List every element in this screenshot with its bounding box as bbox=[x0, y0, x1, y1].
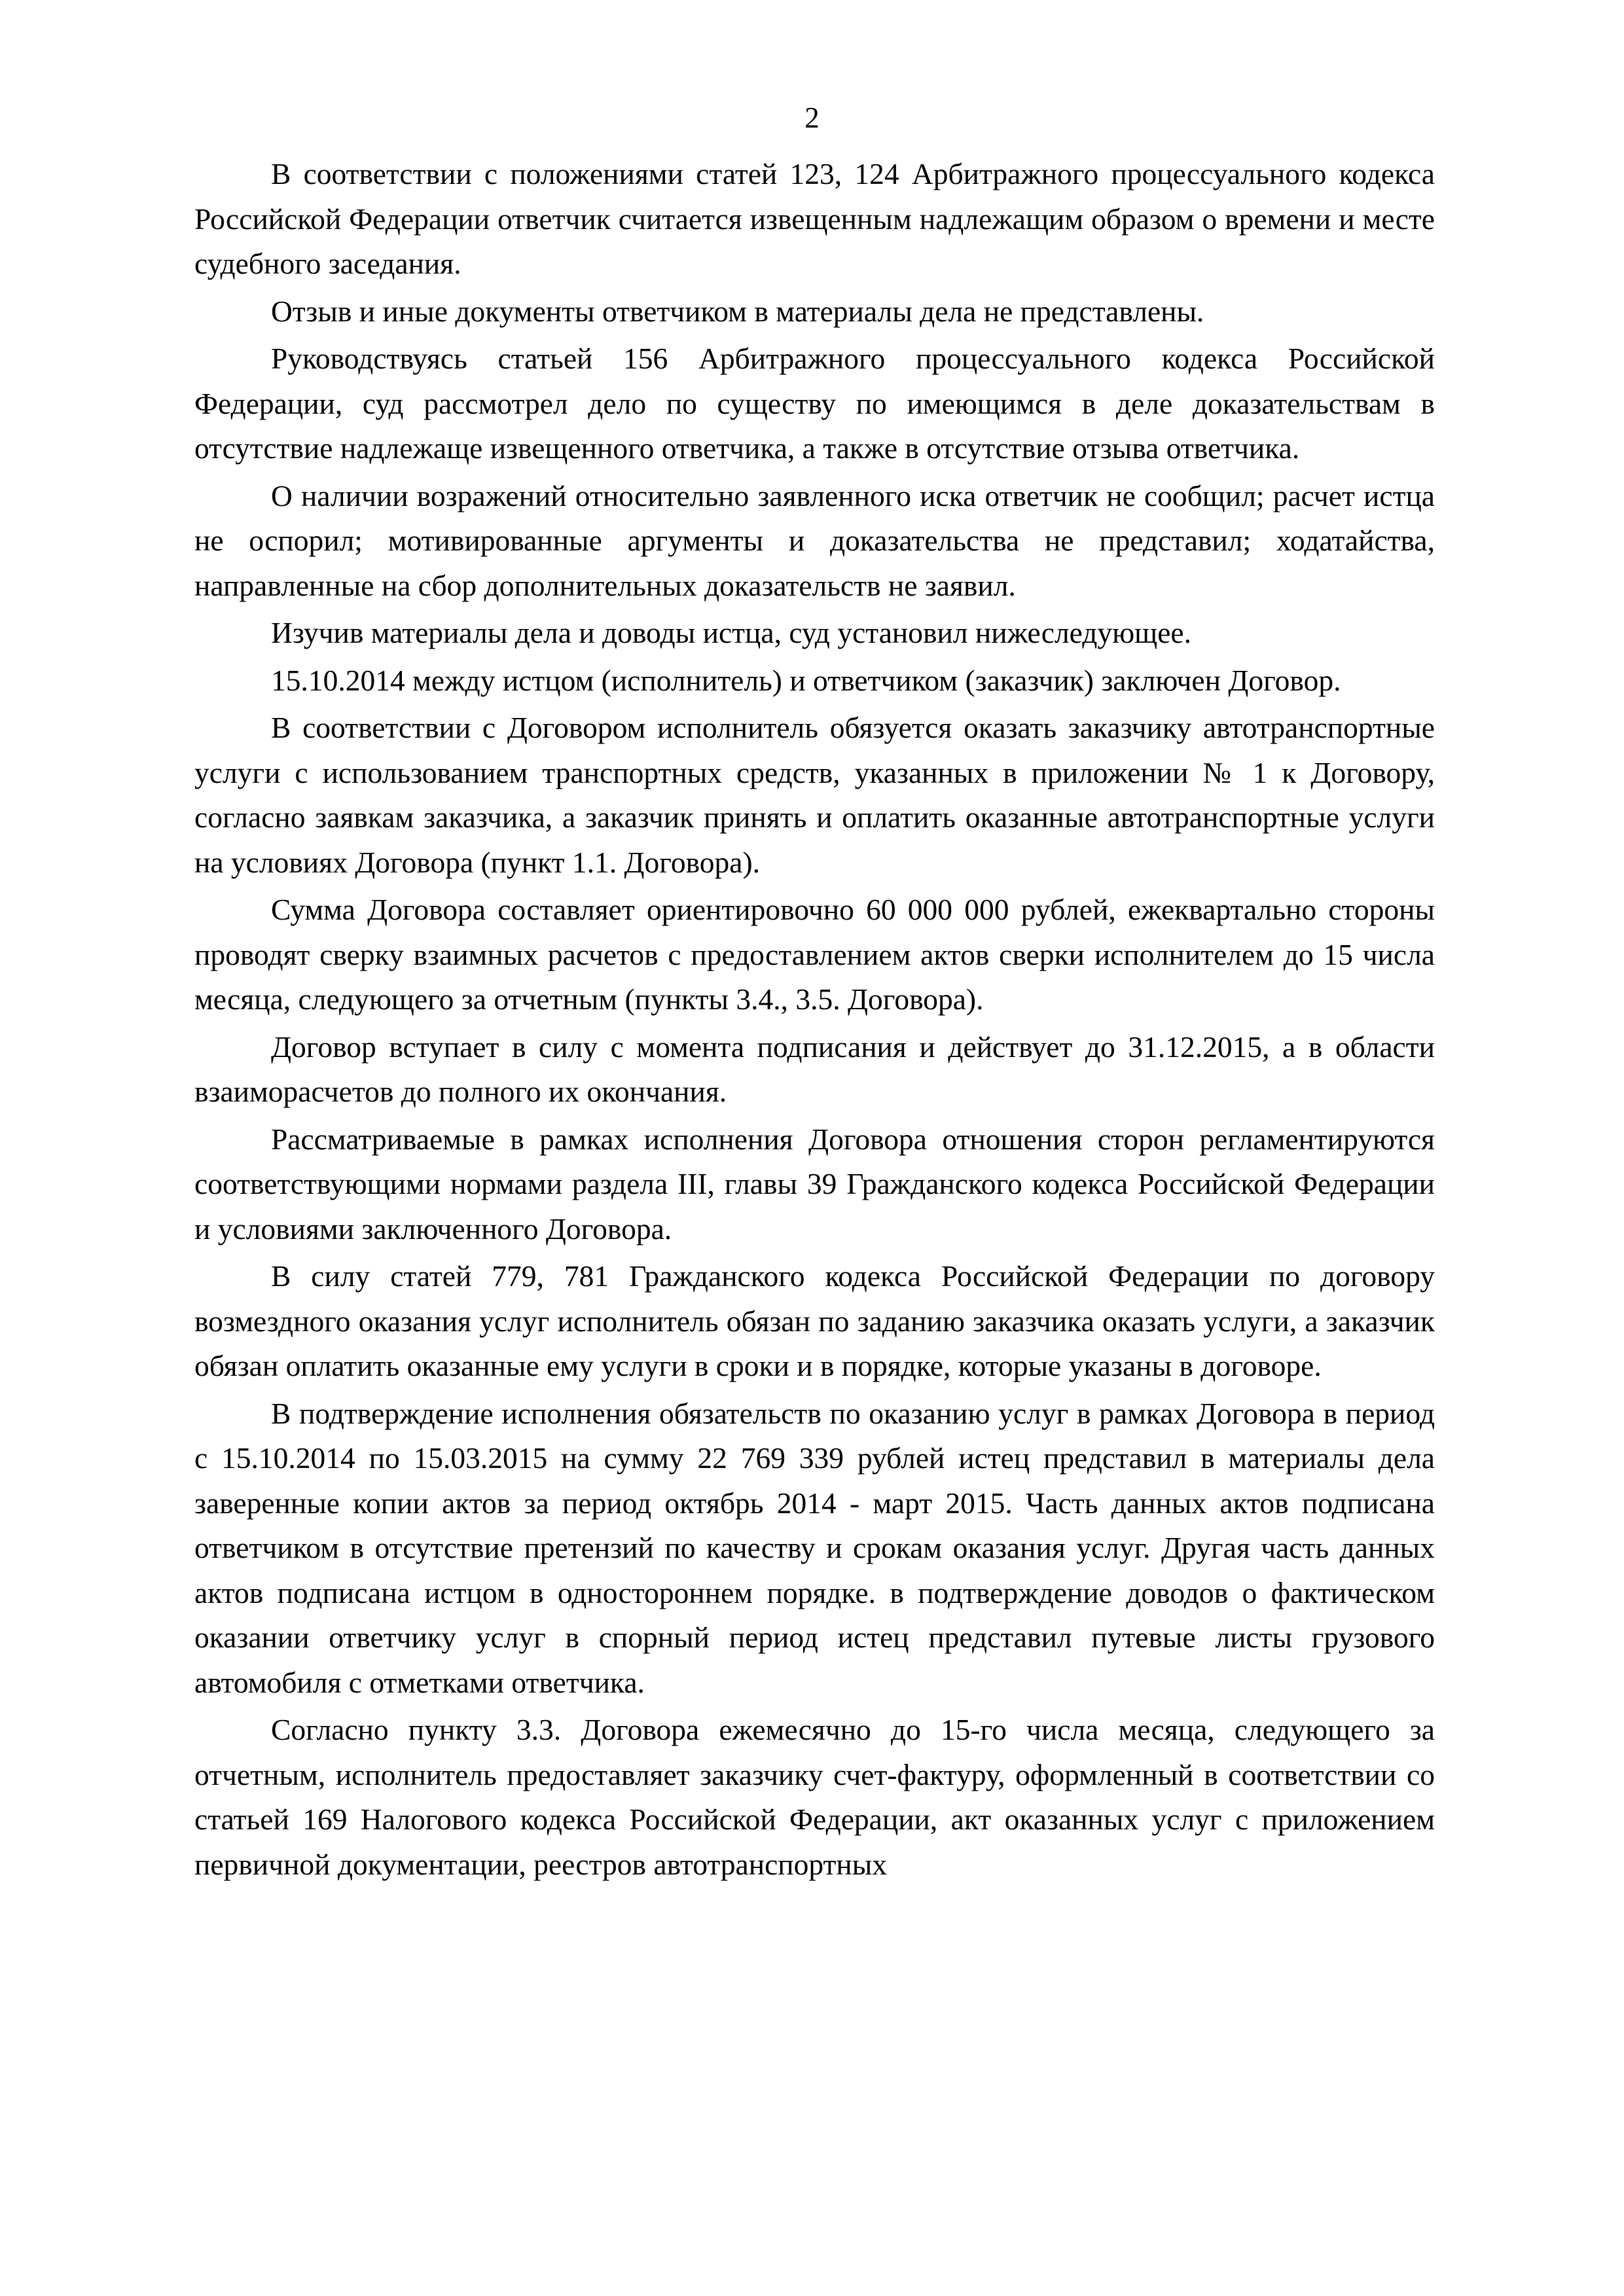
paragraph-clause-3-3: Согласно пункту 3.3. Договора ежемесячно до 15-го числа месяца, следующего за отчетным, исполнитель предоставляет заказчику счет-фактуру, оформленный в соответствии со статьей 169 Налогового кодекса Российской Федерации, акт оказанных услуг с приложением первичной документации, реестров автотранспортных bbox=[194, 1713, 1435, 1881]
paragraph-performance-evidence: В подтверждение исполнения обязательств по оказанию услуг в рамках Договора в период с 15.10.2014 по 15.03.2015 на сумму 22 769 339 рублей истец представил в материалы дела заверенные копии актов за период октябрь 2014 - март 2015. Часть данных актов подписана ответчиком в отсутствие претензий по качеству и срокам оказания услуг. Другая часть данных актов подписана истцом в одностороннем порядке. в подтверждение доводов о фактическом оказании ответчику услуг в спорный период истец представил путевые листы грузового автомобиля с отметками ответчика. bbox=[194, 1396, 1435, 1699]
paragraph-no-response: Отзыв и иные документы ответчиком в материалы дела не представлены. bbox=[271, 294, 1204, 328]
paragraph-regulation: Рассматриваемые в рамках исполнения Договора отношения сторон регламентируются соответствующими нормами раздела III, главы 39 Гражданского кодекса Российской Федерации и условиями заключенного Договора. bbox=[194, 1122, 1435, 1246]
paragraph-no-objections: О наличии возражений относительно заявленного иска ответчик не сообщил; расчет истца не оспорил; мотивированные аргументы и доказательства не представил; ходатайства, направленные на сбор дополнительных доказательств не заявил. bbox=[194, 478, 1435, 602]
document-body bbox=[194, 152, 1435, 1890]
paragraph-contract-term: Договор вступает в силу с момента подписания и действует до 31.12.2015, а в области взаиморасчетов до полного их окончания. bbox=[194, 1030, 1435, 1108]
paragraph-contract-concluded: 15.10.2014 между истцом (исполнитель) и ответчиком (заказчик) заключен Договор. bbox=[271, 663, 1341, 697]
page-number: 2 bbox=[804, 101, 820, 134]
paragraph-article-156: Руководствуясь статьей 156 Арбитражного процессуального кодекса Российской Федерации, суд рассмотрел дело по существу по имеющимся в деле доказательствам в отсутствие надлежаще извещенного ответчика, а также в отсутствие отзыва ответчика. bbox=[194, 342, 1435, 465]
paragraph-notice: В соответствии с положениями статей 123, 124 Арбитражного процессуального кодекса Российской Федерации ответчик считается извещенным надлежащим образом о времени и месте судебного заседания. bbox=[194, 157, 1435, 280]
paragraph-court-established: Изучив материалы дела и доводы истца, суд установил нижеследующее. bbox=[271, 616, 1191, 649]
paragraph-articles-779-781: В силу статей 779, 781 Гражданского кодекса Российской Федерации по договору возмездного оказания услуг исполнитель обязан по заданию заказчика оказать услуги, а заказчик обязан оплатить оказанные ему услуги в сроки и в порядке, которые указаны в договоре. bbox=[194, 1259, 1435, 1382]
paragraph-contract-subject: В соответствии с Договором исполнитель обязуется оказать заказчику автотранспортные услуги с использованием транспортных средств, указанных в приложении № 1 к Договору, согласно заявкам заказчика, а заказчик принять и оплатить оказанные автотранспортные услуги на условиях Договора (пункт 1.1. Договора). bbox=[194, 711, 1435, 879]
paragraph-contract-sum: Сумма Договора составляет ориентировочно 60 000 000 рублей, ежеквартально стороны проводят сверку взаимных расчетов с предоставлением актов сверки исполнителем до 15 числа месяца, следующего за отчетным (пункты 3.4., 3.5. Договора). bbox=[194, 893, 1435, 1016]
